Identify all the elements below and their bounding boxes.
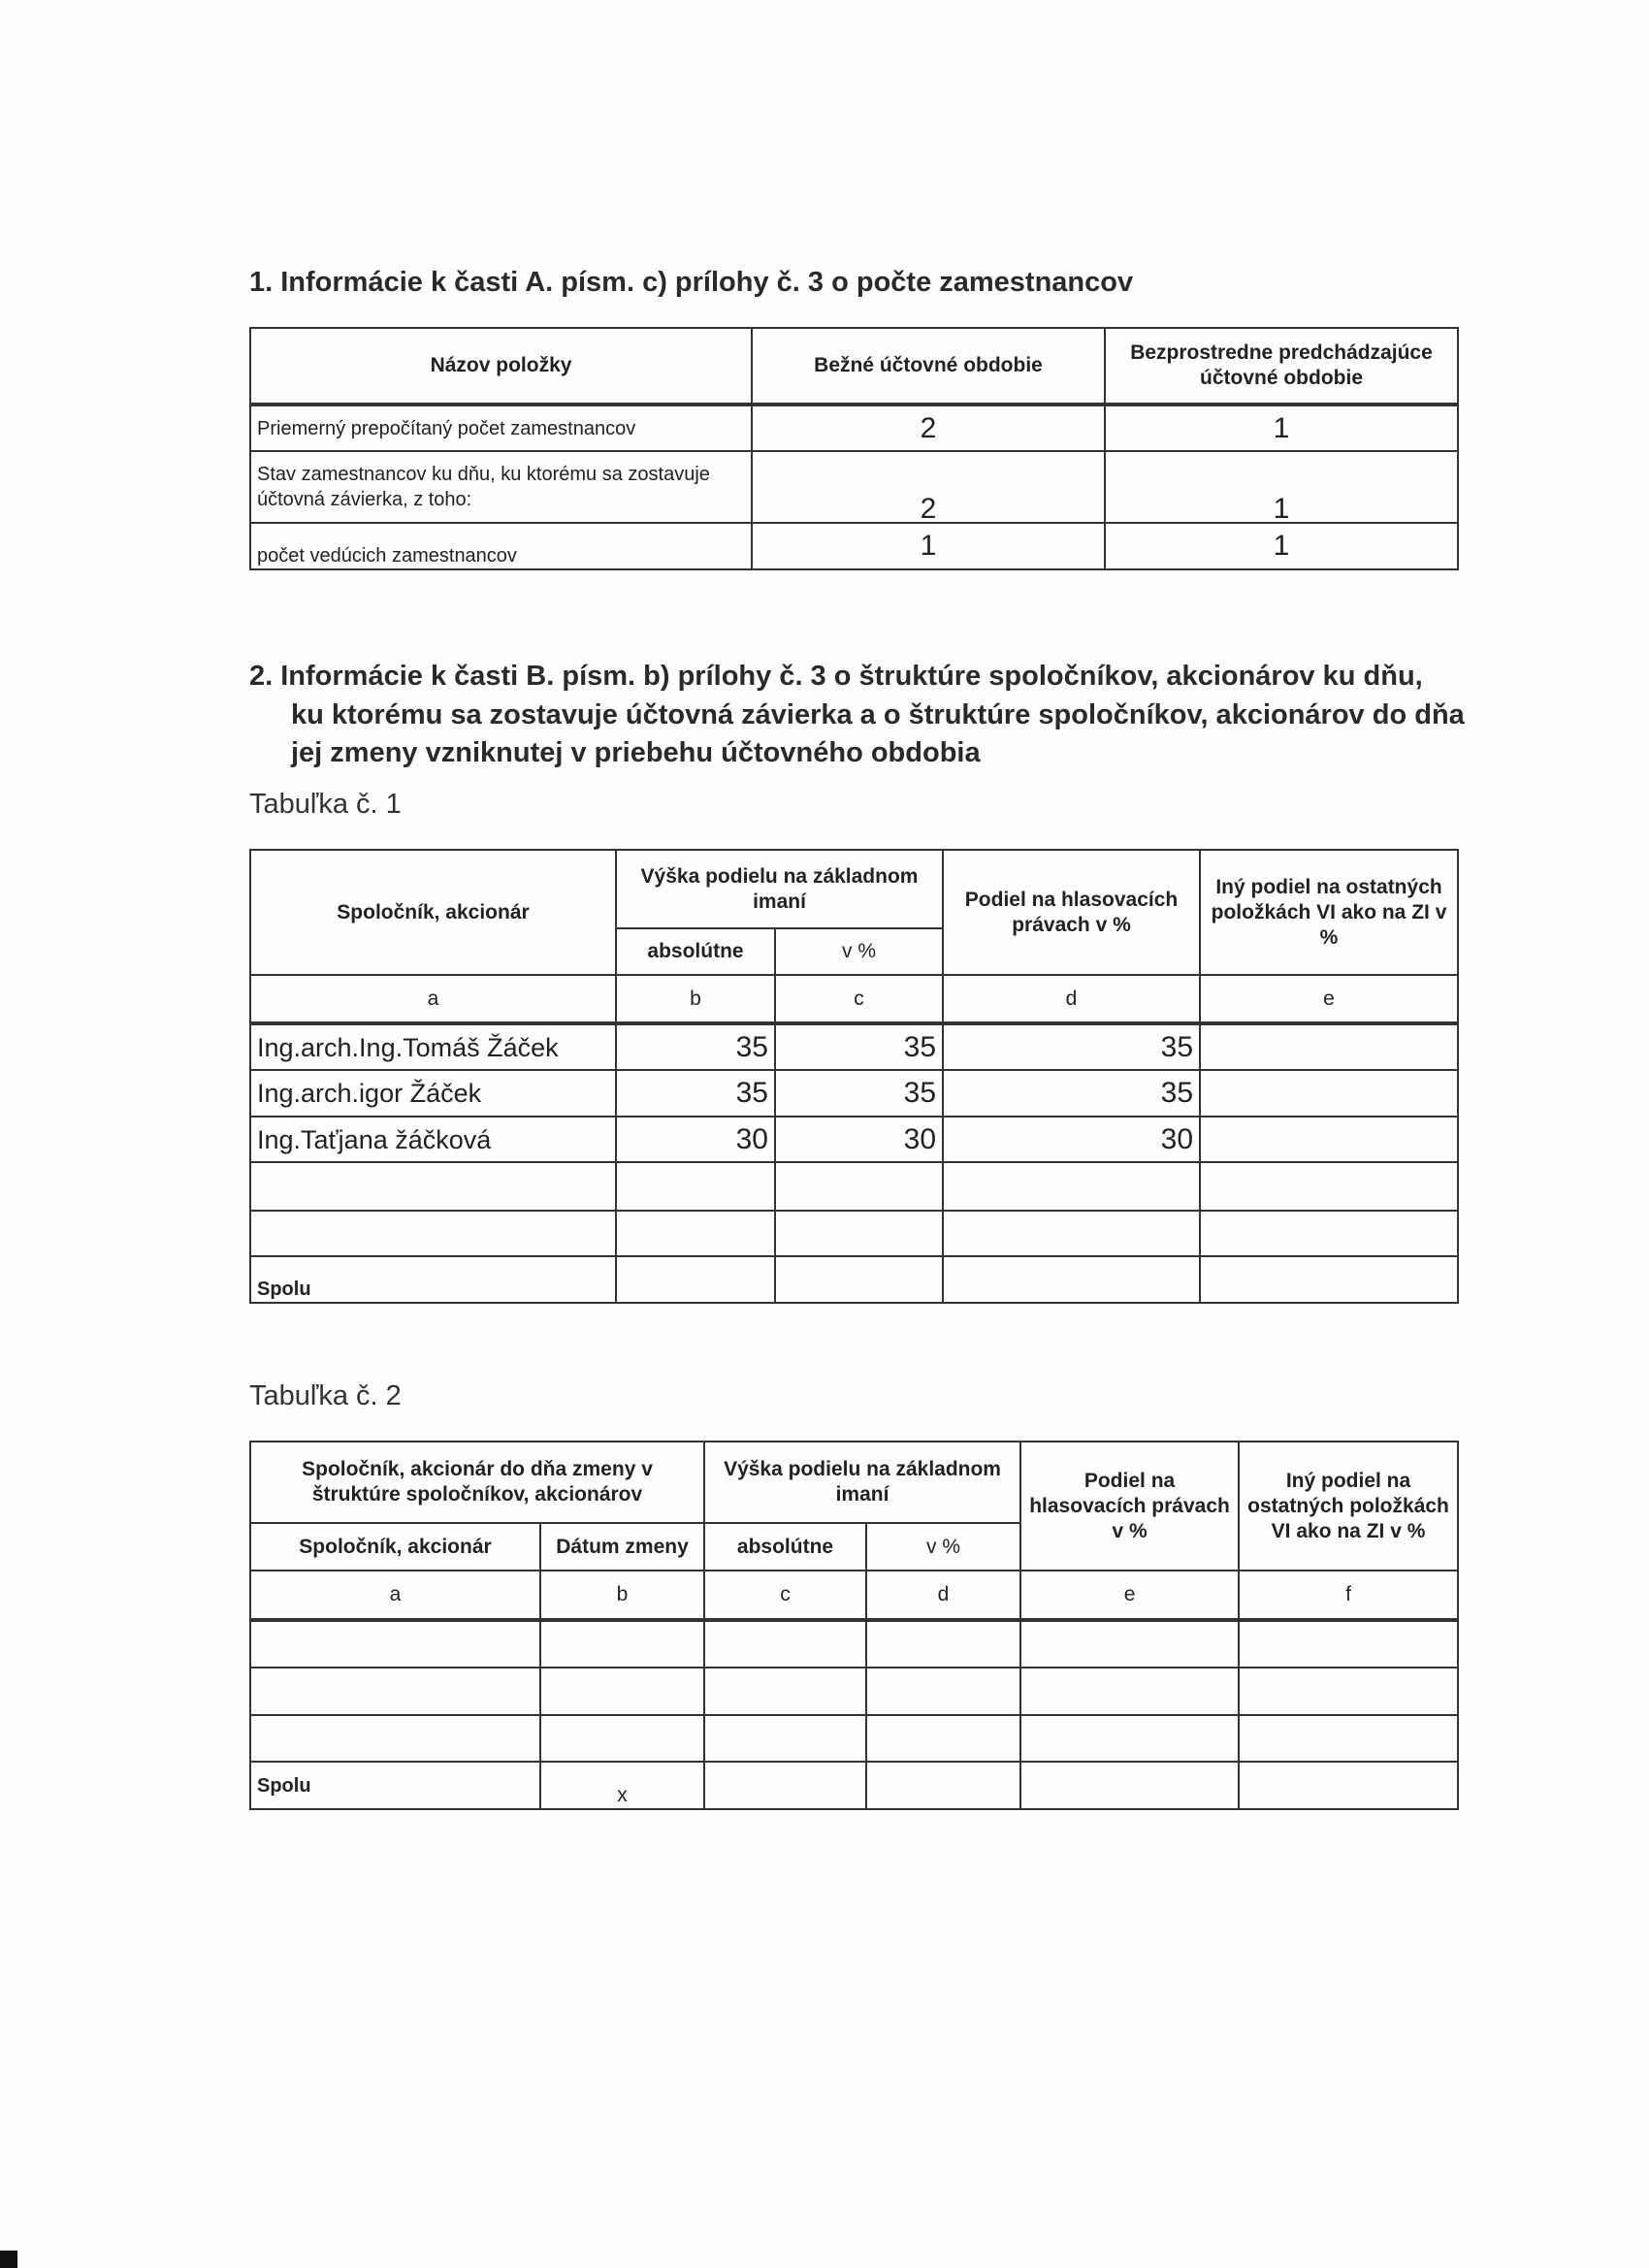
header-group: Spoločník, akcionár do dňa zmeny v štruktúre spoločníkov, akcionárov <box>250 1442 704 1523</box>
header-partner: Spoločník, akcionár <box>250 850 616 975</box>
table-row <box>250 405 1458 451</box>
table2-caption: Tabuľka č. 2 <box>249 1380 402 1411</box>
partner-name: Ing.arch.Ing.Tomáš Žáček <box>250 1023 616 1070</box>
previous-value: 1 <box>1105 523 1458 569</box>
header-item-name: Názov položky <box>250 328 752 405</box>
percent-value: 35 <box>775 1070 943 1117</box>
absolute-value: 35 <box>616 1023 775 1070</box>
section2-title-line3: jej zmeny vzniknutej v priebehu účtovného obdobia <box>291 737 981 768</box>
header-current-period: Bežné účtovné obdobie <box>752 328 1105 405</box>
current-value: 2 <box>752 405 1105 451</box>
partner-name: Ing.Taťjana žáčková <box>250 1117 616 1162</box>
column-letter: c <box>704 1571 866 1620</box>
total-label: Spolu <box>250 1256 616 1303</box>
section2-title-line1: 2. Informácie k časti B. písm. b) prílohy č. 3 o štruktúre spoločníkov, akcionárov ku dňu, <box>249 661 1423 692</box>
row-label: počet vedúcich zamestnancov <box>250 523 752 569</box>
header-other: Iný podiel na ostatných položkách VI ako na ZI v % <box>1239 1442 1458 1571</box>
scan-corner-mark <box>0 2251 17 2268</box>
empty-row <box>250 1715 1458 1762</box>
current-value: 2 <box>752 451 1105 523</box>
voting-value: 35 <box>943 1023 1200 1070</box>
row-label: Stav zamestnancov ku dňu, ku ktorému sa zostavuje účtovná závierka, z toho: <box>250 451 752 523</box>
column-letter: d <box>866 1571 1020 1620</box>
total-row <box>250 1256 1458 1303</box>
section2-title-line2: ku ktorému sa zostavuje účtovná závierka a o štruktúre spoločníkov, akcionárov do dňa <box>291 699 1465 730</box>
table1-caption: Tabuľka č. 1 <box>249 789 402 820</box>
voting-value: 35 <box>943 1070 1200 1117</box>
column-letter: b <box>540 1571 704 1620</box>
header-share: Výška podielu na základnom imaní <box>616 850 943 928</box>
absolute-value: 35 <box>616 1070 775 1117</box>
previous-value: 1 <box>1105 451 1458 523</box>
column-letter: e <box>1200 975 1458 1023</box>
header-absolute: absolútne <box>616 928 775 975</box>
header-other: Iný podiel na ostatných položkách VI ako na ZI v % <box>1200 850 1458 975</box>
absolute-value: 30 <box>616 1117 775 1162</box>
other-value <box>1200 1117 1458 1162</box>
column-letter: b <box>616 975 775 1023</box>
table-row <box>250 523 1458 569</box>
table-row <box>250 1117 1458 1162</box>
employees-table <box>249 327 1459 570</box>
table-row <box>250 1023 1458 1070</box>
column-letter: f <box>1239 1571 1458 1620</box>
header-partner: Spoločník, akcionár <box>250 1523 540 1571</box>
header-percent: v % <box>775 928 943 975</box>
column-letter: a <box>250 1571 540 1620</box>
empty-row <box>250 1162 1458 1211</box>
other-value <box>1200 1023 1458 1070</box>
empty-row <box>250 1620 1458 1668</box>
header-share: Výška podielu na základnom imaní <box>704 1442 1020 1523</box>
percent-value: 35 <box>775 1023 943 1070</box>
voting-value: 30 <box>943 1117 1200 1162</box>
total-row <box>250 1762 1458 1809</box>
column-letter: a <box>250 975 616 1023</box>
other-value <box>1200 1070 1458 1117</box>
empty-row <box>250 1211 1458 1256</box>
shareholder-changes-table <box>249 1441 1459 1810</box>
percent-value: 30 <box>775 1117 943 1162</box>
column-letter: c <box>775 975 943 1023</box>
header-voting: Podiel na hlasovacích právach v % <box>943 850 1200 975</box>
row-label: Priemerný prepočítaný počet zamestnancov <box>250 405 752 451</box>
table-row <box>250 1070 1458 1117</box>
header-previous-period: Bezprostredne predchádzajúce účtovné obdobie <box>1105 328 1458 405</box>
column-letter: e <box>1020 1571 1239 1620</box>
empty-row <box>250 1668 1458 1715</box>
previous-value: 1 <box>1105 405 1458 451</box>
current-value: 1 <box>752 523 1105 569</box>
shareholders-table <box>249 849 1459 1304</box>
partner-name: Ing.arch.igor Žáček <box>250 1070 616 1117</box>
section1-title: 1. Informácie k časti A. písm. c) prílohy č. 3 o počte zamestnancov <box>249 267 1134 298</box>
table-row <box>250 451 1458 523</box>
header-absolute: absolútne <box>704 1523 866 1571</box>
total-date: x <box>540 1762 704 1809</box>
column-letter: d <box>943 975 1200 1023</box>
header-voting: Podiel na hlasovacích právach v % <box>1020 1442 1239 1571</box>
header-date: Dátum zmeny <box>540 1523 704 1571</box>
total-label: Spolu <box>250 1762 540 1809</box>
header-percent: v % <box>866 1523 1020 1571</box>
